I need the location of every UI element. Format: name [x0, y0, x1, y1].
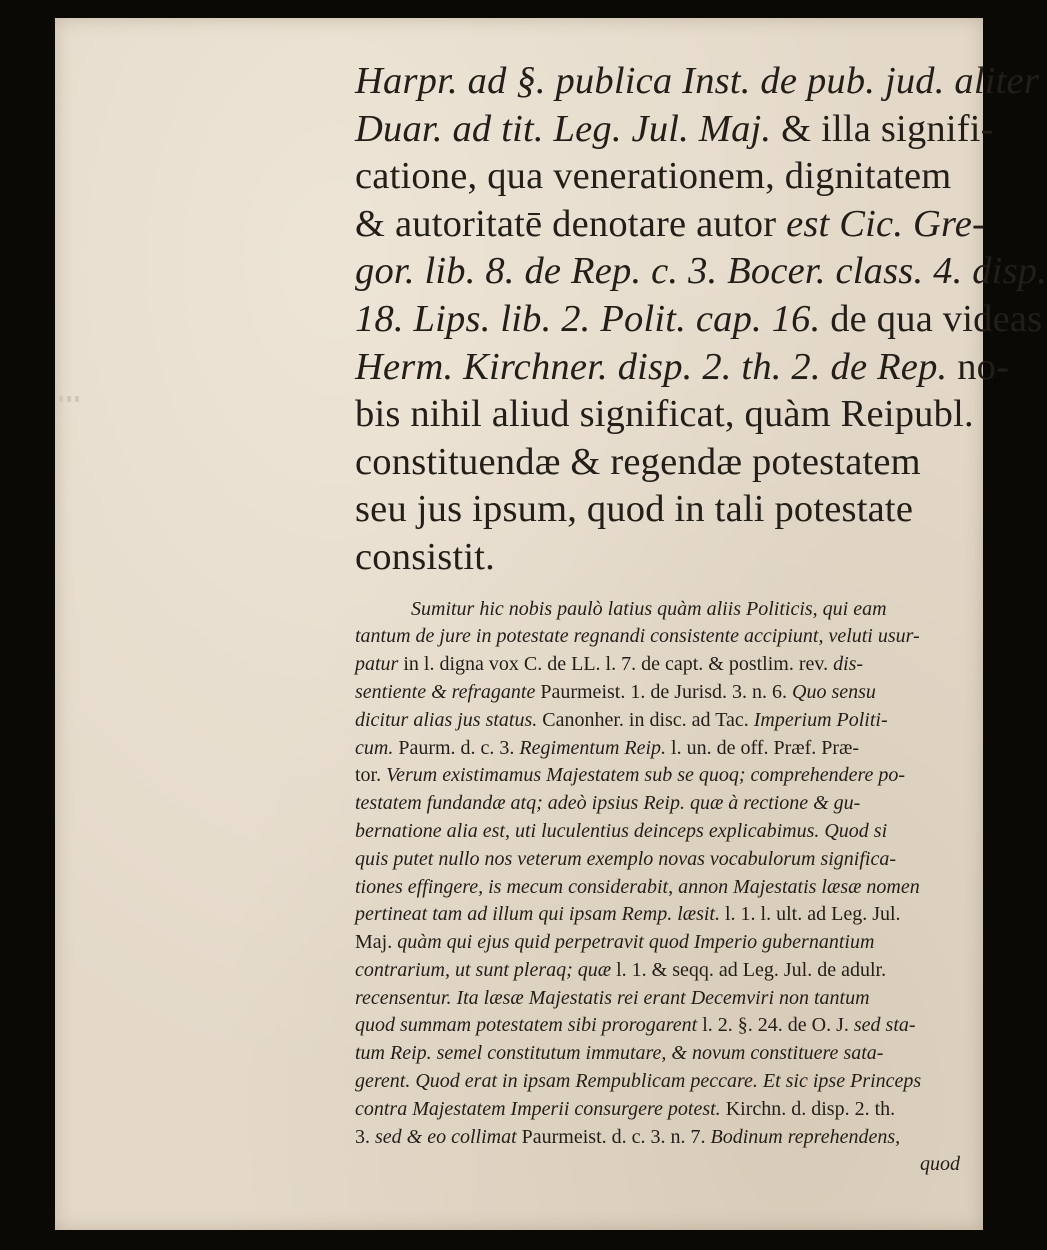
text-run: patur: [355, 653, 404, 676]
small-text-line: [355, 957, 980, 985]
text-run: dicitur alias jus status.: [355, 708, 543, 731]
text-run: tiones effingere, is mecum considerabit, annon Majestatis læsæ nomen: [355, 875, 920, 898]
main-text-line: [355, 486, 980, 534]
book-page: [55, 18, 1047, 1230]
text-run: Kirchn. d. disp. 2. th.: [725, 1097, 896, 1120]
text-run: Paurmeist. 1. de Jurisd. 3. n. 6.: [540, 680, 792, 703]
small-text-line: [355, 707, 980, 735]
text-run: quod summam potestatem sibi prorogarent: [355, 1014, 703, 1037]
main-text-line: [355, 153, 980, 201]
text-run: gerent. Quod erat in ipsam Rempublicam peccare. Et sic ipse Princeps: [355, 1070, 922, 1093]
main-text-line: [355, 201, 986, 249]
main-text-line: [355, 439, 980, 487]
text-run: cum.: [355, 736, 399, 759]
text-run: contra Majestatem Imperii consurgere potest.: [355, 1097, 726, 1120]
text-run: l. 1. l. ult. ad Leg. Jul.: [725, 903, 901, 926]
text-run: testatem fundandæ atq; adeò ipsius Reip. quæ à rectione & gu-: [355, 792, 861, 815]
text-run: catione, qua venerationem, dignitatem: [355, 155, 952, 198]
text-run: constituendæ & regendæ potestatem: [355, 440, 921, 483]
text-run: seu jus ipsum, quod in tali potestate: [355, 488, 914, 531]
small-text-line: [355, 901, 980, 929]
small-text-line: [355, 1040, 980, 1068]
text-run: contrarium, ut sunt pleraq; quæ: [355, 958, 617, 981]
text-run: 18. Lips. lib. 2. Polit. cap. 16.: [355, 297, 831, 340]
small-text-line: [355, 1012, 980, 1040]
small-text-line: [355, 818, 980, 846]
text-run: Canonher. in disc. ad Tac.: [542, 708, 754, 731]
small-text-line: [355, 651, 980, 679]
text-run: pertineat tam ad illum qui ipsam Remp. læsit.: [355, 903, 725, 926]
text-run: Regimentum Reip.: [519, 736, 672, 759]
text-run: in l. digna vox C. de LL. l. 7. de capt. & postlim. rev.: [403, 653, 834, 676]
text-run: consistit.: [355, 535, 495, 578]
text-run: de qua videas: [830, 297, 1043, 340]
text-run: sed sta-: [853, 1014, 916, 1037]
text-run: quàm qui ejus quid perpetravit quod Imperio gubernantium: [397, 931, 875, 954]
small-text-line: [355, 762, 980, 790]
main-text-line: [355, 58, 1040, 106]
text-run: & illa signifi-: [781, 107, 994, 150]
small-text-line: [355, 679, 980, 707]
main-text-line: [355, 344, 1010, 392]
text-run: Herm. Kirchner. disp. 2. th. 2. de Rep.: [355, 345, 958, 388]
text-run: Harpr. ad §. publica Inst. de pub. jud. aliter: [355, 60, 1040, 102]
text-run: Duar. ad tit. Leg. Jul. Maj.: [355, 107, 782, 150]
main-paragraph: [355, 58, 1047, 582]
small-text-line: [355, 1096, 980, 1124]
main-text-line: [355, 391, 980, 439]
small-text-line: [355, 623, 980, 651]
small-text-line: [355, 929, 980, 957]
small-text-line: [355, 1068, 980, 1096]
text-run: sentiente & refragante: [355, 680, 541, 703]
text-run: tum Reip. semel constitutum immutare, & novum constituere sata-: [355, 1042, 884, 1065]
text-run: Verum existimamus Majestatem sub se quoq; comprehendere po-: [386, 764, 906, 787]
main-text-line: [355, 248, 1047, 296]
small-text-line: [355, 874, 980, 902]
small-text-line: [355, 596, 980, 624]
text-run: dis-: [833, 653, 864, 676]
main-text-line: [355, 534, 980, 582]
text-run: no-: [957, 345, 1010, 388]
text-run: Paurmeist. d. c. 3. n. 7.: [521, 1125, 711, 1148]
small-text-line: [355, 846, 980, 874]
text-run: 3.: [355, 1125, 375, 1148]
text-run: quis putet nullo nos veterum exemplo novas vocabulorum significa-: [355, 847, 897, 870]
text-block: [355, 58, 1047, 1179]
text-run: Imperium Politi-: [753, 708, 888, 731]
text-run: gor. lib. 8. de Rep. c. 3. Bocer. class. 4. disp.: [355, 250, 1047, 293]
main-text-line: [355, 296, 1043, 344]
small-text-line: [355, 790, 980, 818]
text-run: Maj.: [355, 931, 398, 954]
text-run: Sumitur hic nobis paulò latius quàm aliis Politicis, qui eam: [411, 597, 887, 620]
text-run: Bodinum reprehendens,: [710, 1125, 901, 1148]
text-run: sed & eo collimat: [375, 1125, 522, 1148]
text-run: tantum de jure in potestate regnandi consistente accipiunt, veluti usur-: [355, 625, 920, 648]
text-run: Quo sensu: [792, 680, 876, 703]
main-text-line: [355, 106, 994, 154]
text-run: bis nihil aliud significat, quàm Reipubl.: [355, 393, 974, 436]
text-run: est Cic. Gre-: [786, 202, 986, 245]
annotation-paragraph: [355, 596, 980, 1180]
text-run: recensentur. Ita læsæ Majestatis rei erant Decemviri non tantum: [355, 986, 870, 1009]
text-run: Paurm. d. c. 3.: [398, 736, 520, 759]
small-text-line: [355, 1124, 980, 1152]
catchword: [355, 1151, 980, 1179]
catchword-text: quod: [920, 1153, 960, 1176]
small-text-line: [355, 985, 980, 1013]
page-edge-marks: [55, 390, 85, 410]
small-text-line: [355, 735, 980, 763]
text-run: bernatione alia est, uti luculentius deinceps explicabimus. Quod si: [355, 819, 888, 842]
text-run: tor.: [355, 764, 387, 787]
text-run: l. 2. §. 24. de O. J.: [702, 1014, 854, 1037]
text-run: & autoritatē denotare autor: [355, 202, 787, 245]
text-run: l. 1. & seqq. ad Leg. Jul. de adulr.: [616, 958, 887, 981]
text-run: l. un. de off. Præf. Præ-: [671, 736, 860, 759]
